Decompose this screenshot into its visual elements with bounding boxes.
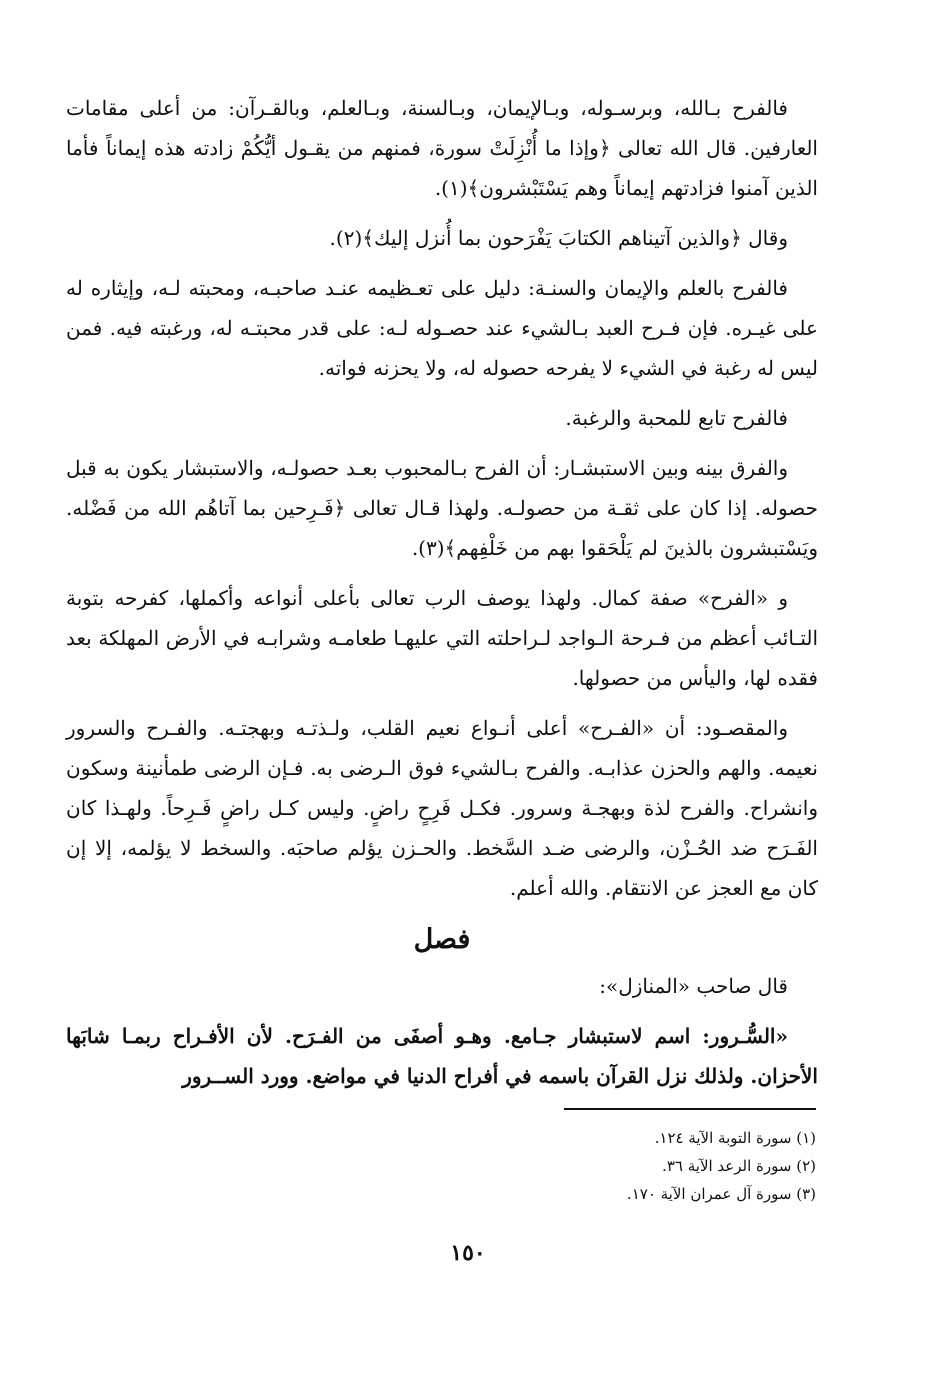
section-heading: فصل xyxy=(413,924,471,955)
footnote-item: (١) سورة التوبة الآية ١٢٤. xyxy=(654,1129,816,1147)
paragraph-quran-verse: وقال ﴿والذين آتيناهم الكتابَ يَفْرَحون بما أُنزل إليك﴾(٢). xyxy=(329,226,788,250)
main-text xyxy=(66,88,818,1106)
paragraph-joy-follows-love: فالفرح تابع للمحبة والرغبة. xyxy=(565,406,788,430)
paragraph-joy-knowledge: فالفرح بالعلم والإيمان والسنـة: دليل على تعـظيمه عنـد صاحبـه، ومحبته لـه، وإيثاره له على غيـره. فإن فـرح العبد بـالشيء عند حصـوله لـه: على قدر محبتـه له، ورغبته فيه. فمن ليس له رغبة في الشيء لا يفرحه حصوله له، ولا يحزنه فواته. xyxy=(66,276,818,380)
paragraph-joy-purpose: والمقصـود: أن «الفـرح» أعلى أنـواع نعيم القلب، ولـذتـه وبهجتـه. والفـرح والسرور نعيمه. والهم والحزن عذابـه. والفرح بـالشيء فوق الـرضى به. فـإن الرضى طمأنينة وسكون وانشراح. والفرح لذة وبهجـة وسرور. فكـل فَرِحٍ راضٍ. وليس كـل راضٍ فَـرِحاً. ولهـذا كان الفَـرَح ضد الحُـزْن، والرضى ضـد السَّخط. والحـزن يؤلم صاحبَه. والسخط لا يؤلمه، إلا إن كان مع العجز عن الانتقام. والله أعلم. xyxy=(66,716,818,900)
paragraph-joy-attribute: و «الفرح» صفة كمال. ولهذا يوصف الرب تعالى بأعلى أنواعه وأكملها، كفرحه بتوبة التـائب أعظم من فـرحة الـواجد لـراحلته التي عليهـا طعامـه وشرابـه في الأرض المهلكة بعد فقده لها، واليأس من حصولها. xyxy=(66,586,818,690)
footnote-item: (٣) سورة آل عمران الآية ١٧٠. xyxy=(626,1185,816,1203)
page-number: ١٥٠ xyxy=(450,1240,486,1266)
footnote-divider xyxy=(564,1108,816,1110)
footnote-item: (٢) سورة الرعد الآية ٣٦. xyxy=(662,1157,816,1175)
quoted-definition: «السُّـرور: اسم لاستبشار جـامع. وهـو أصفَى من الفـرَح. لأن الأفـراح ربمـا شابَها الأحزان. ولذلك نزل القرآن باسمه في أفراح الدنيا في مواضع. وورد الســرور xyxy=(66,1024,818,1088)
footnotes xyxy=(520,1124,816,1208)
paragraph-joy-in-allah: فالفرح بـالله، وبرسـوله، وبـالإيمان، وبـالسنة، وبـالعلم، وبالقـرآن: من أعلى مقامات العارفين. قال الله تعالى ﴿وإذا ما أُنْزِلَتْ سورة، فمنهم من يقـول أيُّكُمْ زادته هذه إيماناً فأما الذين آمنوا فزادتهم إيماناً وهم يَسْتَبْشرون﴾(١). xyxy=(66,96,818,200)
attribution-line: قال صاحب «المنازل»: xyxy=(599,974,788,998)
paragraph-joy-vs-glad-tidings: والفرق بينه وبين الاستبشـار: أن الفرح بـالمحبوب بعـد حصولـه، والاستبشار يكون به قبل حصوله. إذا كان على ثقـة من حصولـه. ولهذا قـال تعالى ﴿فَـرِحين بما آتاهُم الله من فَضْله. ويَسْتبشرون بالذينَ لم يَلْحَقوا بهم من خَلْفِهم﴾(٣). xyxy=(66,456,818,560)
